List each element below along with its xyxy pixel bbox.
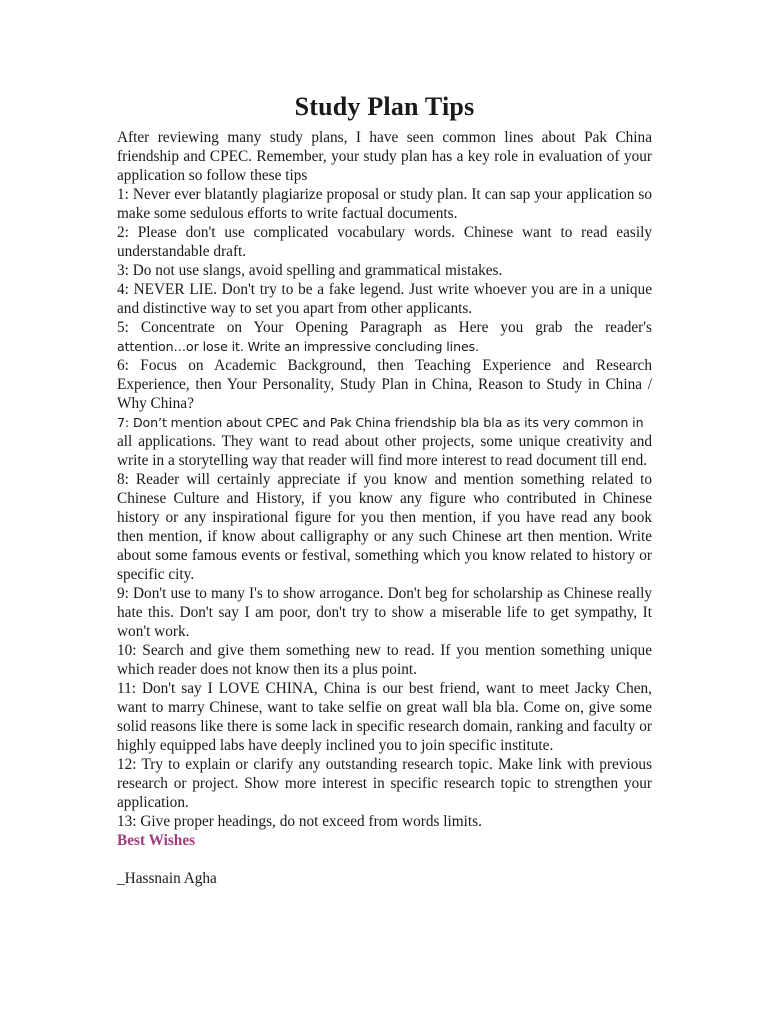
tip-4: 4: NEVER LIE. Don't try to be a fake legend. Just write whoever you are in a unique and distinctive way to set you apart from other applicants.	[117, 281, 652, 317]
tip-9: 9: Don't use to many I's to show arrogance. Don't beg for scholarship as Chinese really hate this. Don't say I am poor, don't try to show a miserable life to get sympathy, It won't work.	[117, 585, 652, 640]
tip-7-rest: all applications. They want to read about other projects, some unique creativity and write in a storytelling way that reader will find more interest to read document till end.	[117, 433, 652, 469]
signature: _Hassnain Agha	[117, 870, 217, 887]
tip-5	[117, 318, 652, 356]
tip-2: 2: Please don't use complicated vocabulary words. Chinese want to read easily understandable draft.	[117, 224, 652, 260]
tip-7-line-1	[117, 413, 652, 432]
closing-best-wishes: Best Wishes	[117, 832, 196, 849]
tip-11: 11: Don't say I LOVE CHINA, China is our best friend, want to meet Jacky Chen, want to marry Chinese, want to take selfie on great wall bla bla. Come on, give some solid reasons like there is some lack in specific research domain, ranking and faculty or highly equipped labs have deeply inclined you to join specific institute.	[117, 680, 652, 754]
document-page	[117, 92, 652, 888]
tip-10: 10: Search and give them something new to read. If you mention something unique which reader does not know then its a plus point.	[117, 642, 652, 678]
tip-7	[117, 413, 652, 470]
tip-13: 13: Give proper headings, do not exceed from words limits.	[117, 813, 482, 830]
tip-5-line-1: 5: Concentrate on Your Opening Paragraph as Here you grab the reader's	[117, 319, 652, 336]
tip-5-sans-run: attention…or lose it. Write an impressive concluding lines.	[117, 339, 479, 354]
tip-8: 8: Reader will certainly appreciate if you know and mention something related to Chinese Culture and History, if you know any figure who contributed in Chinese history or any inspirational figure for you then mention, if you have read any book then mention, if know about calligraphy or any such Chinese art then mention. Write about some famous events or festival, something which you know related to history or specific city.	[117, 471, 652, 583]
tip-3: 3: Do not use slangs, avoid spelling and grammatical mistakes.	[117, 262, 503, 279]
signature-spacer	[117, 850, 652, 869]
tip-12: 12: Try to explain or clarify any outstanding research topic. Make link with previous research or project. Show more interest in specific research topic to strengthen your application.	[117, 756, 652, 811]
tip-5-line-2	[117, 337, 652, 356]
tip-1: 1: Never ever blatantly plagiarize proposal or study plan. It can sap your application so make some sedulous efforts to write factual documents.	[117, 186, 652, 222]
intro-paragraph: After reviewing many study plans, I have seen common lines about Pak China friendship and CPEC. Remember, your study plan has a key role in evaluation of your application so follow these tips	[117, 129, 652, 184]
tip-7-sans-run: 7: Don’t mention about CPEC and Pak China friendship bla bla as its very common in	[117, 415, 644, 430]
tip-6: 6: Focus on Academic Background, then Teaching Experience and Research Experience, then Your Personality, Study Plan in China, Reason to Study in China / Why China?	[117, 357, 652, 412]
document-title: Study Plan Tips	[294, 92, 475, 121]
